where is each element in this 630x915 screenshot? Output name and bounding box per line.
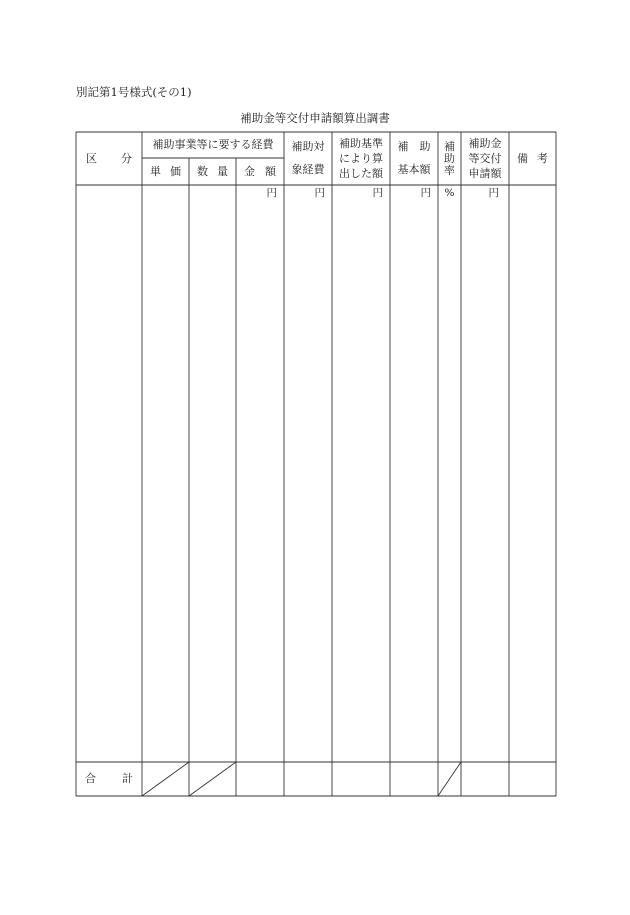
total-quantity-strike bbox=[189, 762, 236, 796]
unit-application-yen: 円 bbox=[488, 187, 499, 199]
unit-standard-yen: 円 bbox=[372, 187, 383, 199]
header-standard-amount: 補助基準 により算 出した額 bbox=[339, 137, 383, 180]
header-remarks: 備 考 bbox=[517, 151, 548, 165]
header-category: 区 分 bbox=[86, 151, 132, 165]
unit-base-yen: 円 bbox=[420, 187, 431, 199]
header-subsidy-rate: 補 助 率 bbox=[444, 139, 455, 177]
header-application-amount: 補助金 等交付 申請額 bbox=[468, 137, 502, 180]
header-expense-group: 補助事業等に要する経費 bbox=[152, 138, 274, 151]
total-rate-strike bbox=[438, 762, 461, 796]
header-eligible-expense: 補助対 象経費 bbox=[291, 139, 325, 177]
unit-eligible-yen: 円 bbox=[314, 187, 325, 199]
header-quantity: 数 量 bbox=[197, 164, 228, 178]
form-number-label: 別記第1号様式(その1) bbox=[76, 85, 192, 99]
unit-rate-percent: % bbox=[444, 187, 455, 199]
total-row-label: 合 計 bbox=[85, 772, 133, 785]
total-unit-price-strike bbox=[142, 762, 189, 796]
header-unit-price: 単 価 bbox=[150, 164, 181, 178]
header-amount: 金 額 bbox=[244, 164, 276, 178]
unit-amount-yen: 円 bbox=[266, 187, 277, 199]
form-title: 補助金等交付申請額算出調書 bbox=[240, 111, 390, 125]
header-base-amount: 補 助 基本額 bbox=[397, 139, 431, 177]
